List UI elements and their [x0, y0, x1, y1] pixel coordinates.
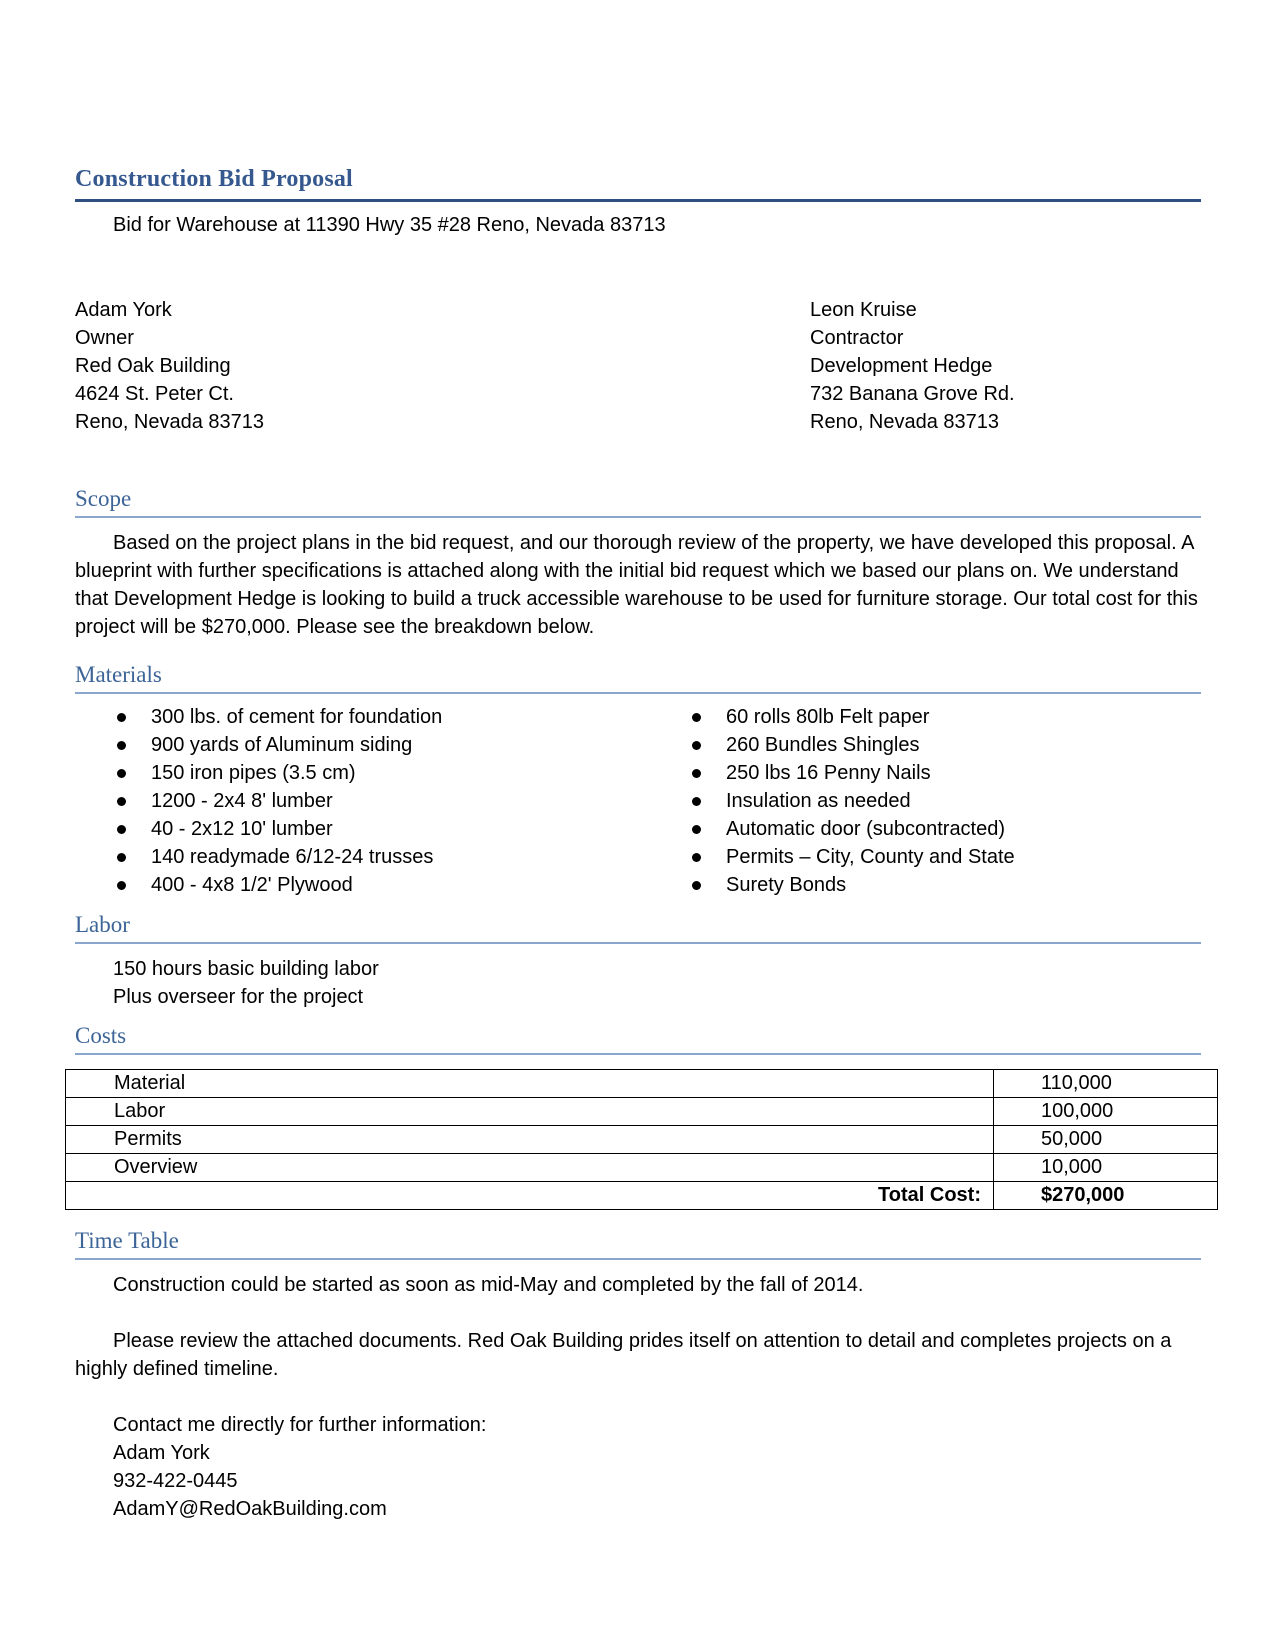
document-title: Construction Bid Proposal — [75, 166, 353, 192]
scope-divider — [75, 516, 1201, 518]
bullet-icon — [117, 713, 126, 722]
list-item: 260 Bundles Shingles — [690, 731, 1015, 759]
owner-address-block — [75, 296, 264, 436]
table-row — [66, 1126, 1218, 1154]
list-item: Surety Bonds — [690, 871, 1015, 899]
list-item: 900 yards of Aluminum siding — [115, 731, 442, 759]
contractor-street: 732 Banana Grove Rd. — [810, 383, 1015, 405]
labor-divider — [75, 942, 1201, 944]
cost-amount: 50,000 — [994, 1126, 1218, 1154]
bullet-icon — [117, 853, 126, 862]
timetable-divider — [75, 1258, 1201, 1260]
bullet-icon — [692, 741, 701, 750]
contractor-company: Development Hedge — [810, 355, 993, 377]
bullet-icon — [692, 825, 701, 834]
cost-amount: 10,000 — [994, 1154, 1218, 1182]
labor-heading: Labor — [75, 912, 130, 937]
list-item: Permits – City, County and State — [690, 843, 1015, 871]
scope-paragraph: Based on the project plans in the bid request, and our thorough review of the property, we have developed this proposal. A blueprint with further specifications is attached along with the initial bid request which we based our plans on. We understand that Development Hedge is looking to build a truck accessible warehouse to be used for furniture storage. Our total cost for this project will be $270,000. Please see the breakdown below. — [75, 532, 1198, 638]
contact-phone: 932-422-0445 — [113, 1470, 238, 1492]
list-item: 60 rolls 80lb Felt paper — [690, 703, 1015, 731]
list-item: 150 iron pipes (3.5 cm) — [115, 759, 442, 787]
bullet-icon — [692, 769, 701, 778]
contact-email: AdamY@RedOakBuilding.com — [113, 1498, 387, 1520]
list-item: 300 lbs. of cement for foundation — [115, 703, 442, 731]
title-divider — [75, 199, 1201, 202]
materials-list-right — [690, 703, 1015, 899]
list-item: 400 - 4x8 1/2' Plywood — [115, 871, 442, 899]
list-item: Insulation as needed — [690, 787, 1015, 815]
costs-heading: Costs — [75, 1023, 127, 1048]
contractor-city: Reno, Nevada 83713 — [810, 411, 1000, 433]
labor-line: Plus overseer for the project — [113, 986, 364, 1008]
total-cost-amount: $270,000 — [994, 1182, 1218, 1210]
owner-city: Reno, Nevada 83713 — [75, 411, 265, 433]
bid-subtitle: Bid for Warehouse at 11390 Hwy 35 #28 Reno, Nevada 83713 — [113, 214, 666, 236]
list-item: 140 readymade 6/12-24 trusses — [115, 843, 442, 871]
list-item: Automatic door (subcontracted) — [690, 815, 1015, 843]
bullet-icon — [117, 769, 126, 778]
labor-lines — [113, 955, 379, 1011]
cost-label: Permits — [66, 1126, 994, 1154]
contractor-address-block — [810, 296, 1015, 436]
materials-list-left — [115, 703, 442, 899]
total-cost-label: Total Cost: — [66, 1182, 994, 1210]
bullet-icon — [692, 853, 701, 862]
bullet-icon — [692, 881, 701, 890]
cost-label: Material — [66, 1070, 994, 1098]
table-row — [66, 1070, 1218, 1098]
table-row — [66, 1154, 1218, 1182]
materials-heading: Materials — [75, 662, 162, 687]
review-paragraph: Please review the attached documents. Red Oak Building prides itself on attention to detail and completes projects on a highly defined timeline. — [75, 1330, 1172, 1380]
list-item: 40 - 2x12 10' lumber — [115, 815, 442, 843]
timetable-text: Construction could be started as soon as mid-May and completed by the fall of 2014. — [113, 1274, 864, 1296]
owner-name: Adam York — [75, 299, 172, 321]
table-row — [66, 1098, 1218, 1126]
cost-amount: 110,000 — [994, 1070, 1218, 1098]
costs-table — [65, 1069, 1218, 1210]
total-row — [66, 1182, 1218, 1210]
cost-label: Labor — [66, 1098, 994, 1126]
bullet-icon — [692, 713, 701, 722]
bullet-icon — [117, 741, 126, 750]
contact-intro: Contact me directly for further information: — [113, 1414, 487, 1436]
cost-label: Overview — [66, 1154, 994, 1182]
scope-heading: Scope — [75, 486, 132, 511]
owner-company: Red Oak Building — [75, 355, 231, 377]
costs-divider — [75, 1053, 1201, 1055]
bullet-icon — [117, 881, 126, 890]
cost-amount: 100,000 — [994, 1098, 1218, 1126]
list-item: 250 lbs 16 Penny Nails — [690, 759, 1015, 787]
list-item: 1200 - 2x4 8' lumber — [115, 787, 442, 815]
materials-divider — [75, 692, 1201, 694]
timetable-heading: Time Table — [75, 1228, 179, 1253]
owner-street: 4624 St. Peter Ct. — [75, 383, 234, 405]
bullet-icon — [692, 797, 701, 806]
bullet-icon — [117, 797, 126, 806]
contact-block — [113, 1411, 486, 1523]
bullet-icon — [117, 825, 126, 834]
contractor-role: Contractor — [810, 327, 904, 349]
contact-name: Adam York — [113, 1442, 210, 1464]
owner-role: Owner — [75, 327, 134, 349]
labor-line: 150 hours basic building labor — [113, 958, 379, 980]
contractor-name: Leon Kruise — [810, 299, 917, 321]
